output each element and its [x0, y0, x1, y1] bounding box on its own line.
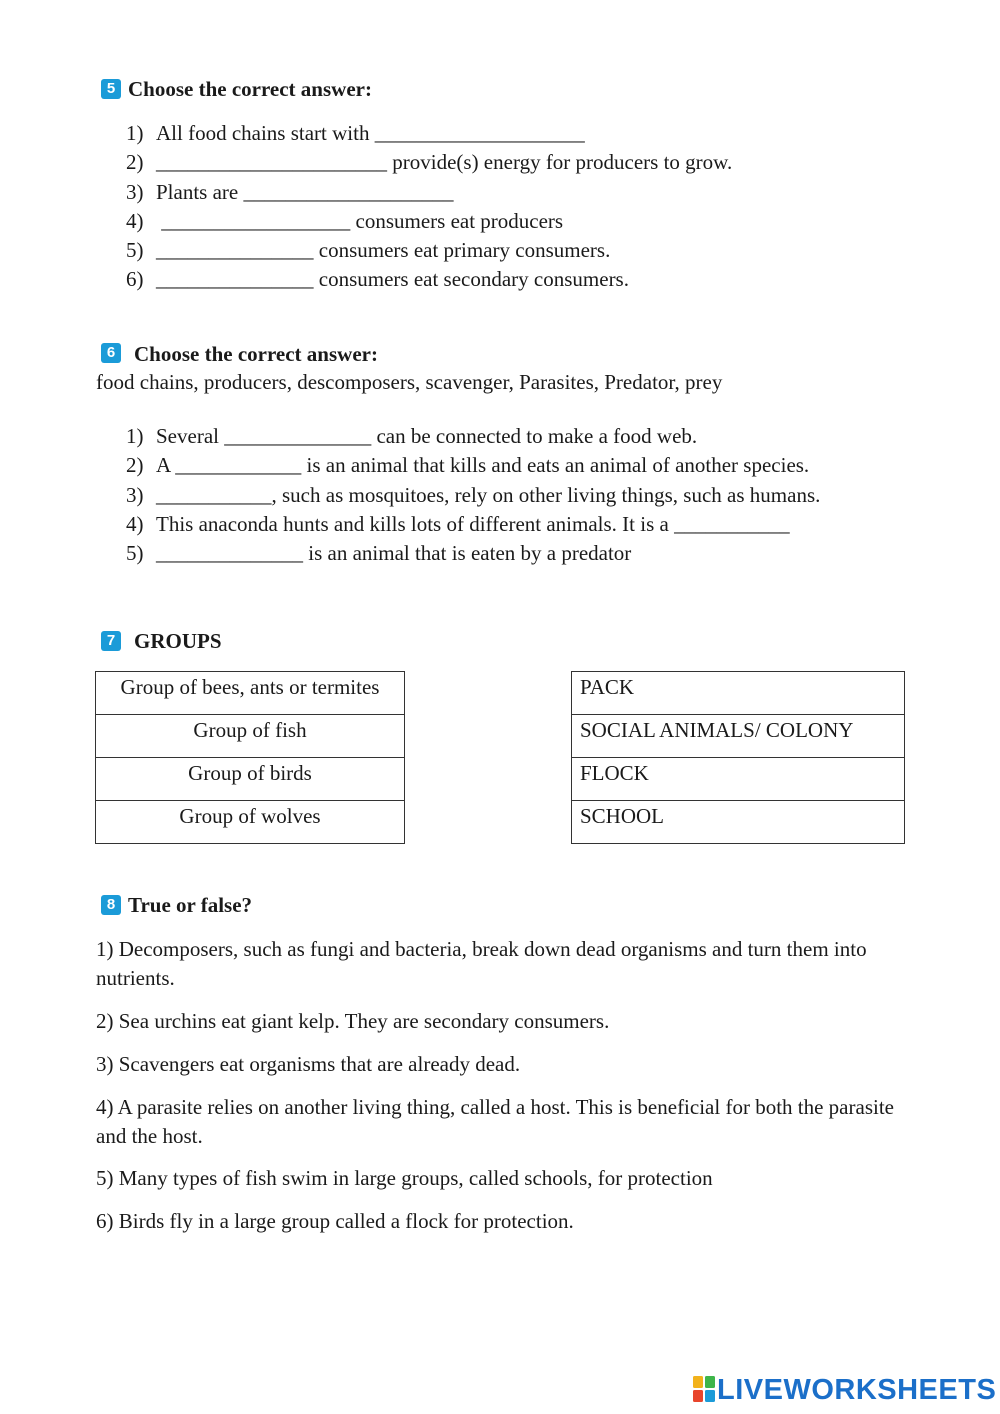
- table-cell: FLOCK: [572, 758, 905, 801]
- tf-statement: 4) A parasite relies on another living thing, called a host. This is beneficial for both the parasite and the host.: [96, 1095, 894, 1148]
- liveworksheets-logo-text: LIVEWORKSHEETS: [717, 1374, 997, 1406]
- tf-statement: 3) Scavengers eat organisms that are already dead.: [96, 1052, 521, 1076]
- list-item: 1) All food chains start with ____________________: [126, 121, 585, 145]
- list-item: 4) This anaconda hunts and kills lots of different animals. It is a ___________: [126, 511, 790, 536]
- table-cell: Group of fish: [96, 715, 405, 758]
- section-7-badge: 7: [101, 631, 121, 651]
- liveworksheets-logo-icon: [693, 1376, 715, 1402]
- list-item: 3) Plants are ____________________: [126, 179, 454, 204]
- list-item: 2) ______________________ provide(s) energy for producers to grow.: [126, 150, 733, 175]
- list-item: 4) __________________ consumers eat producers: [126, 208, 564, 233]
- section-5-badge: 5: [101, 79, 121, 99]
- word-bank: food chains, producers, descomposers, scavenger, Parasites, Predator, prey: [96, 370, 723, 394]
- groups-right-table: [571, 671, 905, 844]
- section-6-list: [126, 422, 820, 568]
- section-8-title: True or false?: [128, 893, 253, 917]
- liveworksheets-logo[interactable]: [693, 1374, 996, 1406]
- tf-statement: 2) Sea urchins eat giant kelp. They are secondary consumers.: [96, 1009, 610, 1033]
- list-item: 3) ___________, such as mosquitoes, rely on other living things, such as humans.: [126, 482, 821, 507]
- tf-statement: 6) Birds fly in a large group called a flock for protection.: [96, 1209, 574, 1233]
- section-7-title: GROUPS: [134, 629, 222, 653]
- table-cell: PACK: [572, 672, 905, 715]
- section-5-list: [126, 119, 732, 295]
- list-item: 1) Several ______________ can be connected to make a food web.: [126, 424, 698, 448]
- table-cell: SCHOOL: [572, 801, 905, 844]
- section-8-badge: 8: [101, 895, 121, 915]
- tf-statement: 1) Decomposers, such as fungi and bacteria, break down dead organisms and turn them into nutrients.: [96, 937, 867, 990]
- list-item: 5) ______________ is an animal that is eaten by a predator: [126, 541, 632, 566]
- table-cell: Group of wolves: [96, 801, 405, 844]
- groups-left-table: [95, 671, 405, 844]
- table-cell: Group of bees, ants or termites: [96, 672, 405, 715]
- list-item: 2) A ____________ is an animal that kills and eats an animal of another species.: [126, 453, 810, 478]
- list-item: 5) _______________ consumers eat primary consumers.: [126, 238, 611, 263]
- table-cell: Group of birds: [96, 758, 405, 801]
- tf-statement: 5) Many types of fish swim in large groups, called schools, for protection: [96, 1166, 713, 1190]
- section-6-title: Choose the correct answer:: [134, 342, 378, 366]
- list-item: 6) _______________ consumers eat secondary consumers.: [126, 267, 629, 292]
- section-6-badge: 6: [101, 343, 121, 363]
- table-cell: SOCIAL ANIMALS/ COLONY: [572, 715, 905, 758]
- section-5-title: Choose the correct answer:: [128, 77, 372, 101]
